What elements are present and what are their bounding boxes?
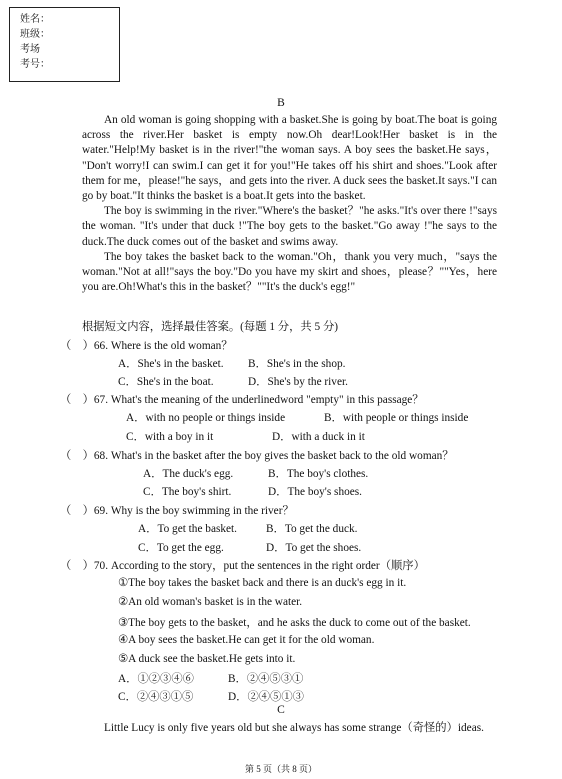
question-68: （ ）68. What's in the basket after the boy gives the basket back to the old woman？ xyxy=(60,450,454,462)
passage-b-paragraph: An old woman is going shopping with a basket.She is going by boat.The boat is going across the river.Her basket is empty now.Oh dear!Look!Her basket is in the water."Help!My basket is in the river!"the woman says. A boy sees the basket.He says， "Don't worry!I can swim.I can get it for you!"He takes off his shirt and shoes."Look after them for me，please!"he says，and gets into the river. A duck sees the basket.It says."I can go by boat."It thinks the basket is a boat.It gets into the basket. xyxy=(82,114,497,203)
passage-b xyxy=(82,113,497,295)
exam-number-label: 考号： xyxy=(20,59,50,70)
q69-option-b[interactable]: B．To get the duck. xyxy=(266,523,358,535)
q68-option-c[interactable]: C．The boy's shirt. xyxy=(143,486,232,498)
question-69: （ ）69. Why is the boy swimming in the river？ xyxy=(60,505,294,517)
q68-option-d[interactable]: D．The boy's shoes. xyxy=(268,486,362,498)
section-c-heading: C xyxy=(277,704,285,716)
q66-option-d[interactable]: D．She's by the river. xyxy=(248,376,348,388)
q69-option-c[interactable]: C．To get the egg. xyxy=(138,542,224,554)
q70-option-d[interactable]: D．②④⑤①③ xyxy=(228,691,304,703)
question-70: （ ）70. According to the story，put the sentences in the right order（顺序） xyxy=(60,560,425,572)
q70-sentence-2: ②An old woman's basket is in the water. xyxy=(118,596,303,608)
section-b-heading: B xyxy=(277,97,285,109)
student-info-box xyxy=(9,7,120,82)
q67-option-c[interactable]: C．with a boy in it xyxy=(126,431,214,443)
q68-option-b[interactable]: B．The boy's clothes. xyxy=(268,468,369,480)
q70-option-a[interactable]: A．①②③④⑥ xyxy=(118,673,194,685)
q68-option-a[interactable]: A．The duck's egg. xyxy=(143,468,234,480)
question-66: （ ）66. Where is the old woman？ xyxy=(60,340,233,352)
page-footer: 第 5 页（共 8 页） xyxy=(244,764,317,774)
exam-room-label: 考场 xyxy=(20,44,40,55)
passage-b-paragraph: The boy takes the basket back to the woman."Oh，thank you very much，"says the woman."Not at all!"says the boy."Do you have my skirt and shoes，please？""Yes，here you are.Oh!What's this in the basket？""It's the duck's egg!" xyxy=(82,250,497,294)
q66-option-b[interactable]: B．She's in the shop. xyxy=(248,358,346,370)
q66-option-c[interactable]: C．She's in the boat. xyxy=(118,376,214,388)
class-label: 班级： xyxy=(20,29,50,40)
q67-option-b[interactable]: B．with people or things inside xyxy=(324,412,469,424)
q70-option-c[interactable]: C．②④③①⑤ xyxy=(118,691,194,703)
q70-option-b[interactable]: B．②④⑤③① xyxy=(228,673,304,685)
passage-b-paragraph: The boy is swimming in the river."Where's the basket？"he asks."It's over there !"says the woman. "It's under that duck !"The boy gets to the basket."Go away !"he says to the duck.The duck comes out of the basket and swims away. xyxy=(82,205,497,248)
q67-option-a[interactable]: A．with no people or things inside xyxy=(126,412,286,424)
q70-sentence-4: ④A boy sees the basket.He can get it for the old woman. xyxy=(118,634,375,646)
passage-c xyxy=(82,720,497,736)
q70-sentence-5: ⑤A duck see the basket.He gets into it. xyxy=(118,653,296,665)
question-67: （ ）67. What's the meaning of the underlinedword "empty" in this passage？ xyxy=(60,394,424,406)
instructions: 根据短文内容，选择最佳答案。(每题 1 分，共 5 分) xyxy=(82,321,339,333)
name-label: 姓名： xyxy=(20,14,50,25)
q66-option-a[interactable]: A．She's in the basket. xyxy=(118,358,224,370)
q70-sentence-1: ①The boy takes the basket back and there is an duck's egg in it. xyxy=(118,577,407,589)
q69-option-a[interactable]: A．To get the basket. xyxy=(138,523,237,535)
passage-c-paragraph: Little Lucy is only five years old but she always has some strange（奇怪的）ideas. xyxy=(104,722,484,734)
q69-option-d[interactable]: D．To get the shoes. xyxy=(266,542,362,554)
q70-sentence-3: ③The boy gets to the basket，and he asks the duck to come out of the basket. xyxy=(118,617,471,629)
q67-option-d[interactable]: D．with a duck in it xyxy=(272,431,365,443)
